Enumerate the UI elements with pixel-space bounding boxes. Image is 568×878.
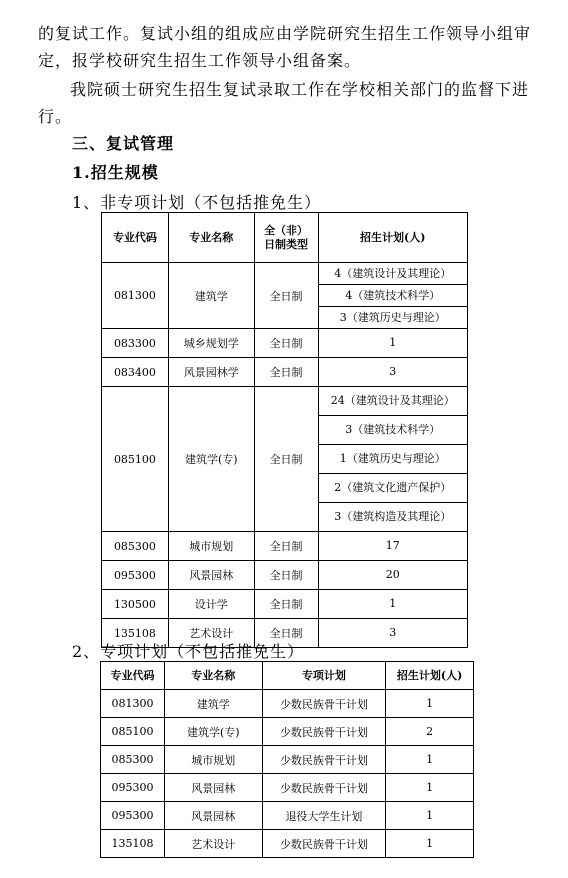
table2-cell-code: 095300 — [101, 802, 165, 830]
table1-cell-plan — [318, 263, 467, 329]
table1-row — [102, 532, 468, 561]
table2-cell-name: 建筑学(专) — [164, 718, 262, 746]
table1-plan-item: 1 — [389, 597, 397, 610]
table2-cell-code: 135108 — [101, 830, 165, 858]
table2-cell-plan: 退役大学生计划 — [262, 802, 386, 830]
table1-plan-item: 4（建筑设计及其理论） — [319, 263, 467, 285]
subsection-title: 1.招生规模 — [72, 163, 159, 182]
table1-header-code: 专业代码 — [102, 213, 169, 263]
section-title: 三、复试管理 — [72, 134, 175, 153]
table1-header-type: 全（非）日制类型 — [254, 213, 318, 263]
table1-cell-type: 全日制 — [254, 532, 318, 561]
table1-cell-type: 全日制 — [254, 387, 318, 532]
table1-cell-code: 130500 — [102, 590, 169, 619]
table2-row — [101, 746, 474, 774]
table1-row — [102, 263, 468, 329]
table2-cell-count: 1 — [386, 746, 474, 774]
table2-cell-count: 1 — [386, 774, 474, 802]
table1-cell-type: 全日制 — [254, 619, 318, 648]
table1-cell-plan — [318, 561, 467, 590]
table1-cell-type: 全日制 — [254, 590, 318, 619]
table2-cell-plan: 少数民族骨干计划 — [262, 774, 386, 802]
table1-row — [102, 561, 468, 590]
table1-cell-name: 建筑学(专) — [168, 387, 254, 532]
table2-header-plan: 专项计划 — [262, 662, 386, 690]
table2-cell-name: 艺术设计 — [164, 830, 262, 858]
table2-cell-count: 2 — [386, 718, 474, 746]
table2-cell-code: 095300 — [101, 774, 165, 802]
non-special-plan-table — [101, 212, 468, 648]
table1-cell-code: 095300 — [102, 561, 169, 590]
table1-caption: 1、非专项计划（不包括推免生） — [72, 193, 322, 212]
table1-cell-name: 艺术设计 — [168, 619, 254, 648]
table1-cell-type: 全日制 — [254, 263, 318, 329]
table1-header-name: 专业名称 — [168, 213, 254, 263]
table1-header-plan: 招生计划(人) — [318, 213, 467, 263]
table1-plan-item: 20 — [385, 568, 400, 581]
table1-plan-item: 3 — [389, 365, 397, 378]
table1-plan-item: 24（建筑设计及其理论） — [319, 387, 467, 416]
table1-cell-type: 全日制 — [254, 561, 318, 590]
table2-cell-code: 085300 — [101, 746, 165, 774]
table2-cell-name: 城市规划 — [164, 746, 262, 774]
table1-cell-plan — [318, 590, 467, 619]
table1-cell-type: 全日制 — [254, 358, 318, 387]
table1-cell-type: 全日制 — [254, 329, 318, 358]
table1-cell-plan — [318, 329, 467, 358]
intro-line-1: 的复试工作。复试小组的组成应由学院研究生招生工作领导小组审 — [38, 24, 532, 43]
table1-plan-item: 2（建筑文化遗产保护） — [319, 474, 467, 503]
table1-cell-plan — [318, 387, 467, 532]
table1-header-row — [102, 213, 468, 263]
table2-row — [101, 718, 474, 746]
table1-cell-code: 085100 — [102, 387, 169, 532]
table2-cell-plan: 少数民族骨干计划 — [262, 830, 386, 858]
table1-cell-name: 风景园林 — [168, 561, 254, 590]
table2-row — [101, 830, 474, 858]
table1-plan-item: 1 — [389, 336, 397, 349]
table2-row — [101, 774, 474, 802]
table2-caption: 2、专项计划（不包括推免生） — [72, 642, 305, 661]
table1-cell-code: 135108 — [102, 619, 169, 648]
table2-cell-count: 1 — [386, 802, 474, 830]
intro-line-2: 定，报学校研究生招生工作领导小组备案。 — [38, 51, 362, 70]
intro-line-4: 行。 — [38, 107, 73, 126]
table2-cell-count: 1 — [386, 830, 474, 858]
table2-header-code: 专业代码 — [101, 662, 165, 690]
table2-cell-code: 085100 — [101, 718, 165, 746]
table1-cell-code: 085300 — [102, 532, 169, 561]
table2-cell-name: 建筑学 — [164, 690, 262, 718]
table1-plan-item: 3 — [389, 626, 397, 639]
table2-header-count: 招生计划(人) — [386, 662, 474, 690]
table1-cell-name: 设计学 — [168, 590, 254, 619]
table2-cell-plan: 少数民族骨干计划 — [262, 746, 386, 774]
table2-header-row — [101, 662, 474, 690]
table1-cell-plan — [318, 358, 467, 387]
table2-cell-plan: 少数民族骨干计划 — [262, 718, 386, 746]
table1-cell-name: 建筑学 — [168, 263, 254, 329]
table1-plan-item: 17 — [385, 539, 400, 552]
table2-cell-plan: 少数民族骨干计划 — [262, 690, 386, 718]
table1-plan-item: 4（建筑技术科学） — [319, 285, 467, 307]
table1-plan-item: 1（建筑历史与理论） — [319, 445, 467, 474]
table1-cell-name: 城乡规划学 — [168, 329, 254, 358]
table2-cell-name: 风景园林 — [164, 774, 262, 802]
table1-cell-plan — [318, 532, 467, 561]
table1-cell-code: 083400 — [102, 358, 169, 387]
table1-cell-name: 城市规划 — [168, 532, 254, 561]
table1-row — [102, 387, 468, 532]
table1-cell-code: 081300 — [102, 263, 169, 329]
table1-row — [102, 590, 468, 619]
table1-row — [102, 329, 468, 358]
intro-line-3: 我院硕士研究生招生复试录取工作在学校相关部门的监督下进 — [70, 80, 530, 99]
table1-row — [102, 358, 468, 387]
table2-row — [101, 802, 474, 830]
table2-cell-code: 081300 — [101, 690, 165, 718]
table2-cell-count: 1 — [386, 690, 474, 718]
table2-header-name: 专业名称 — [164, 662, 262, 690]
table1-plan-item: 3（建筑历史与理论） — [339, 311, 446, 324]
table1-plan-item: 3（建筑技术科学） — [319, 416, 467, 445]
table1-cell-name: 风景园林学 — [168, 358, 254, 387]
table1-cell-plan — [318, 619, 467, 648]
table2-row — [101, 690, 474, 718]
special-plan-table — [100, 661, 474, 858]
table1-plan-item: 3（建筑构造及其理论） — [334, 510, 452, 523]
table2-cell-name: 风景园林 — [164, 802, 262, 830]
table1-cell-code: 083300 — [102, 329, 169, 358]
